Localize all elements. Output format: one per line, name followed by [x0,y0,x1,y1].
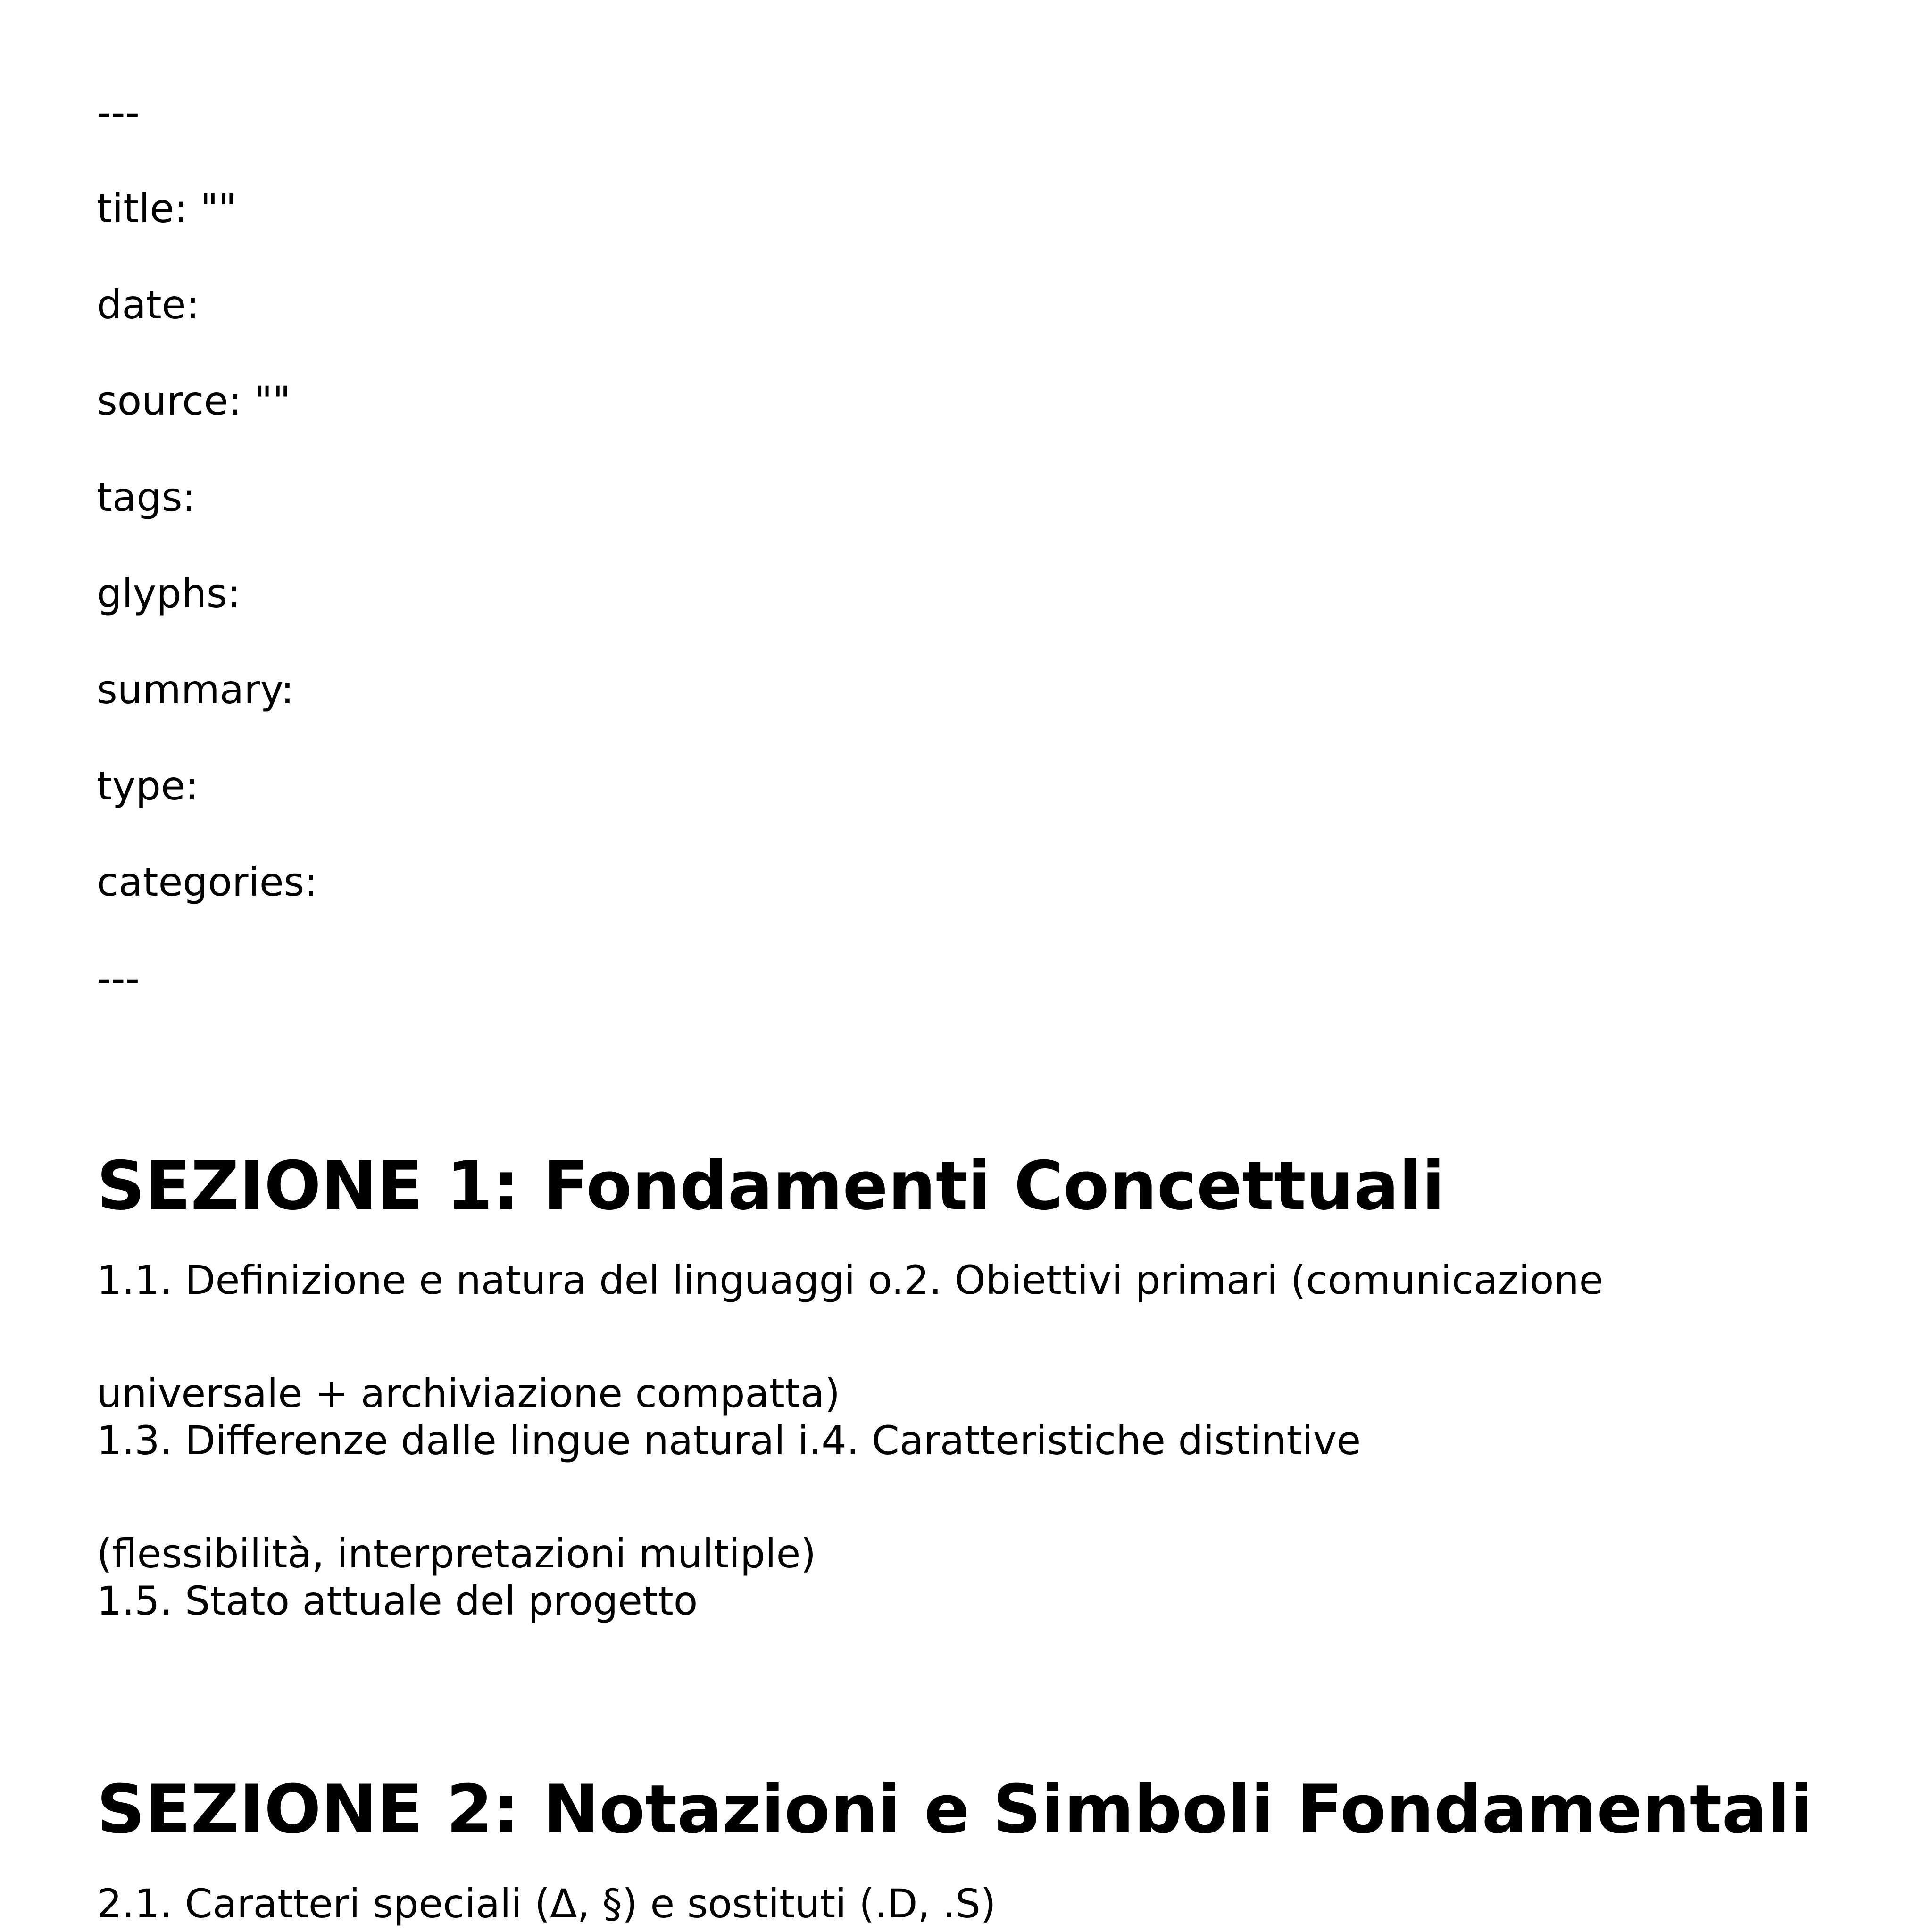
section-2-line: 2.1. Caratteri speciali (Δ, §) e sostituti (.D, .S) [97,1881,996,1927]
section-1-line: universale + archiviazione compatta) [97,1370,840,1416]
section-1-line: 1.3. Differenze dalle lingue natural i.4. Caratteristiche distintive [97,1417,1361,1464]
front-matter-categories: categories: [97,859,318,905]
front-matter-tags: tags: [97,474,196,520]
front-matter-open: --- [97,89,140,135]
front-matter-type: type: [97,763,199,809]
section-1-line: (flessibilità, interpretazioni multiple) [97,1531,816,1577]
front-matter-summary: summary: [97,666,294,713]
front-matter-title: title: "" [97,185,237,232]
section-1-line: 1.5. Stato attuale del progetto [97,1578,698,1624]
front-matter-date: date: [97,282,200,328]
section-1-heading: SEZIONE 1: Fondamenti Concettuali [97,1147,1445,1225]
front-matter-glyphs: glyphs: [97,570,241,616]
section-1-line: 1.1. Definizione e natura del linguaggi o.2. Obiettivi primari (comunicazione [97,1257,1604,1303]
front-matter-source: source: "" [97,378,291,424]
section-2-heading: SEZIONE 2: Notazioni e Simboli Fondamentali [97,1771,1813,1849]
front-matter-close: --- [97,955,140,1001]
